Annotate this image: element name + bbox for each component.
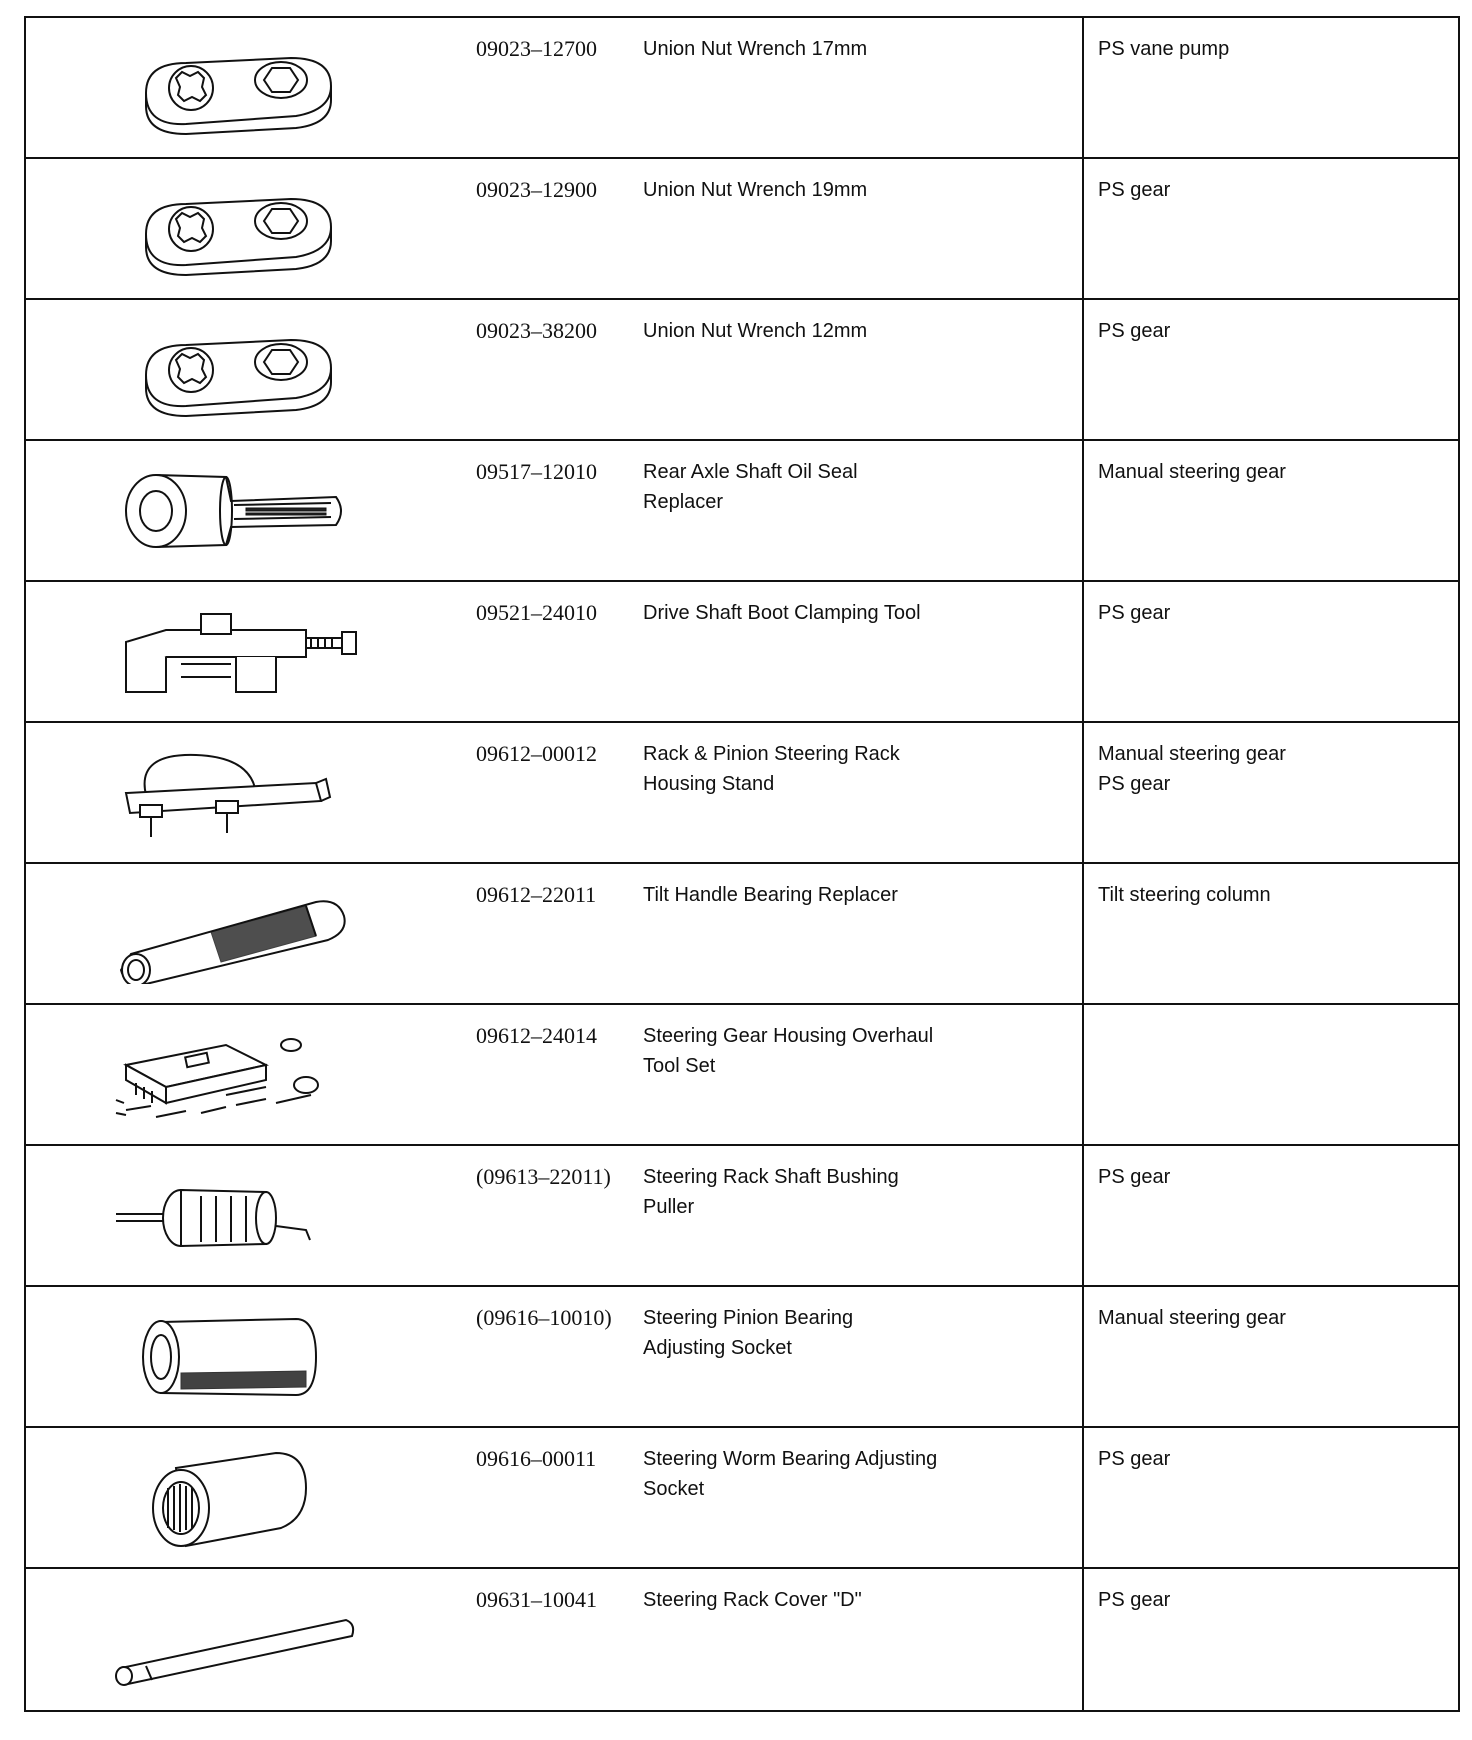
part-number: 09521–24010 (476, 600, 597, 625)
tool-usage (1082, 1005, 1458, 1144)
part-number: (09616–10010) (476, 1305, 612, 1330)
tool-drawing-icon (106, 884, 366, 984)
table-row (26, 1569, 1458, 1710)
table-row (26, 1287, 1458, 1428)
table-row (26, 300, 1458, 441)
tool-drawing-icon (106, 1166, 366, 1266)
tool-illustration (26, 1005, 446, 1144)
part-number: 09616–00011 (476, 1446, 597, 1471)
part-number: 09517–12010 (476, 459, 597, 484)
tool-illustration (26, 1569, 446, 1710)
tool-usage: PS gear (1082, 159, 1458, 298)
tool-usage: Manual steering gear (1082, 441, 1458, 580)
table-row (26, 1146, 1458, 1287)
tool-illustration (26, 1146, 446, 1285)
table-row (26, 18, 1458, 159)
tool-name: Rear Axle Shaft Oil Seal Replacer (643, 461, 858, 513)
tool-illustration (26, 18, 446, 157)
tool-name: Drive Shaft Boot Clamping Tool (643, 602, 921, 624)
tool-usage: Tilt steering column (1082, 864, 1458, 1003)
tool-drawing-icon (106, 461, 366, 561)
part-number: 09023–12700 (476, 36, 597, 61)
tool-illustration (26, 723, 446, 862)
tool-illustration (26, 300, 446, 439)
tool-drawing-icon (106, 602, 366, 702)
part-number: 09023–38200 (476, 318, 597, 343)
part-number: 09612–00012 (476, 741, 597, 766)
table-row (26, 723, 1458, 864)
tool-drawing-icon (106, 38, 366, 138)
table-row (26, 582, 1458, 723)
tool-usage: Manual steering gear PS gear (1082, 723, 1458, 862)
tool-drawing-icon (106, 1448, 366, 1548)
part-number: (09613–22011) (476, 1164, 611, 1189)
tool-drawing-icon (106, 179, 366, 279)
part-number: 09023–12900 (476, 177, 597, 202)
tool-name: Steering Gear Housing Overhaul Tool Set (643, 1025, 934, 1077)
table-row (26, 1005, 1458, 1146)
tool-name: Union Nut Wrench 19mm (643, 179, 868, 201)
special-service-tools-table (24, 16, 1460, 1712)
tool-name: Steering Pinion Bearing Adjusting Socket (643, 1307, 854, 1359)
tool-name: Steering Worm Bearing Adjusting Socket (643, 1448, 938, 1500)
tool-drawing-icon (106, 1025, 366, 1125)
table-row (26, 1428, 1458, 1569)
tool-name: Union Nut Wrench 17mm (643, 38, 868, 60)
table-row (26, 864, 1458, 1005)
tool-usage: PS gear (1082, 582, 1458, 721)
tool-illustration (26, 159, 446, 298)
tool-usage: PS gear (1082, 1146, 1458, 1285)
tool-illustration (26, 441, 446, 580)
part-number: 09612–22011 (476, 882, 597, 907)
tool-usage: PS gear (1082, 1569, 1458, 1710)
tool-drawing-icon (106, 1307, 366, 1407)
tool-illustration (26, 582, 446, 721)
tool-name: Steering Rack Cover "D" (643, 1589, 862, 1611)
table-row (26, 441, 1458, 582)
part-number: 09612–24014 (476, 1023, 597, 1048)
tool-name: Union Nut Wrench 12mm (643, 320, 868, 342)
part-number: 09631–10041 (476, 1587, 597, 1612)
tool-usage: PS gear (1082, 300, 1458, 439)
tool-illustration (26, 1428, 446, 1567)
tool-illustration (26, 864, 446, 1003)
table-row (26, 159, 1458, 300)
tool-drawing-icon (106, 743, 366, 843)
tool-name: Steering Rack Shaft Bushing Puller (643, 1166, 899, 1218)
tool-drawing-icon (106, 1590, 366, 1690)
tool-usage: PS vane pump (1082, 18, 1458, 157)
tool-drawing-icon (106, 320, 366, 420)
tool-name: Tilt Handle Bearing Replacer (643, 884, 898, 906)
tool-usage: Manual steering gear (1082, 1287, 1458, 1426)
tool-name: Rack & Pinion Steering Rack Housing Stand (643, 743, 900, 795)
tool-illustration (26, 1287, 446, 1426)
tool-usage: PS gear (1082, 1428, 1458, 1567)
